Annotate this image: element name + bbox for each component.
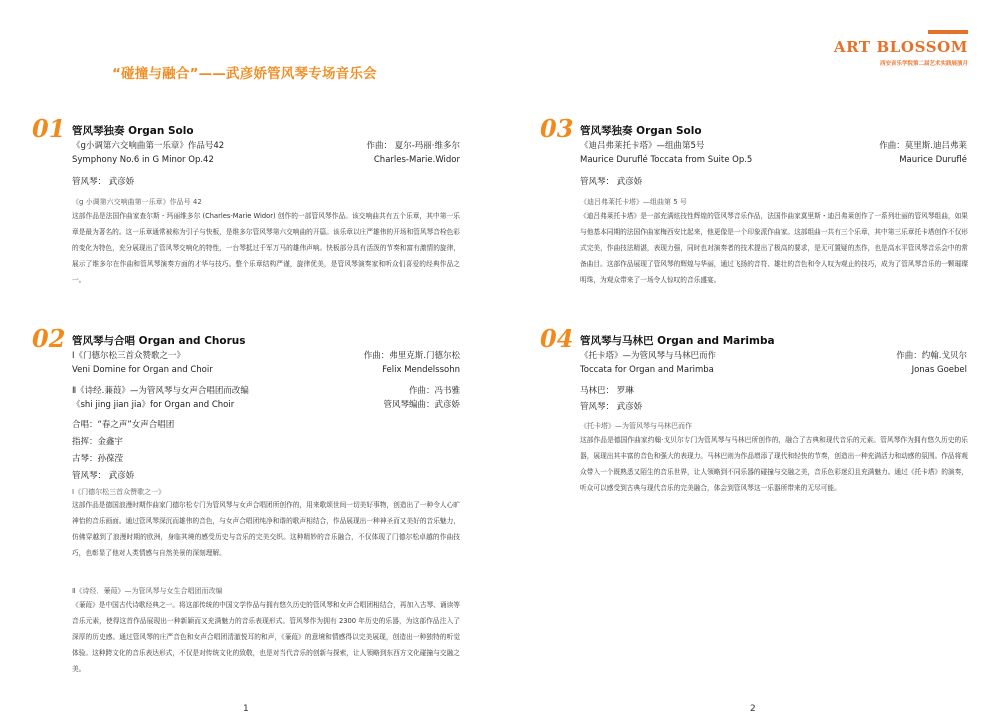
work1-composer-cn: 作曲：弗里克斯.门德尔松 (363, 351, 460, 361)
section-number-03: 03 (540, 114, 574, 143)
section-title-organ-solo-2: 管风琴独奏 Organ Solo (580, 125, 702, 137)
program-note-2: 《蒹葭》是中国古代诗歌经典之一。将这部传统的中国文学作品与拥有悠久历史的管风琴和女声合唱团相结合，再加入古琴、诵读等音乐元素，使得这首作品展现出一种新颖而又充满魅力的音乐表现形式。管风琴作为拥有 2300 年历史的乐器，为这部作品注入了深厚的历史感。通过管风琴的庄严音色和女声合唱团清澈悦耳的和声，《蒹葭》的意境和情感得以完美展现，创造出一种独特的听觉体验。这种跨文化的音乐表达形式，不仅是对传统文化的致敬，也是对当代音乐的创新与探索，让人领略到东西方文化碰撞与交融之美。 (72, 601, 460, 673)
performer-organ: 管风琴： 武彦娇 (580, 402, 643, 412)
performer: 管风琴： 武彦娇 (72, 177, 135, 187)
logo-sub-text: 西安音乐学院第二届艺术实践展演月 (879, 61, 968, 67)
section-number-04: 04 (540, 324, 574, 353)
work-title-cn: 《托卡塔》—为管风琴与马林巴而作 (580, 351, 717, 361)
note-heading: 《g 小调第六交响曲第一乐章》作品号 42 (72, 198, 202, 206)
art-blossom-logo (833, 28, 968, 70)
concert-title: “碰撞与融合”——武彦娇管风琴专场音乐会 (112, 66, 377, 82)
performer: 管风琴： 武彦娇 (580, 177, 643, 187)
performer-choir: 合唱：“春之声”女声合唱团 (72, 420, 175, 430)
work-title-en: Maurice Duruflé Toccata from Suite Op.5 (580, 155, 753, 165)
work2-title-en: 《shi jing jian jia》for Organ and Choir (72, 400, 235, 410)
work2-composer: 作曲：冯书雅 (408, 386, 460, 396)
work-title-en: Symphony No.6 in G Minor Op.42 (72, 155, 214, 165)
work-title-cn: 《迪吕弗莱托卡塔》—组曲第5号 (580, 141, 705, 151)
note2-heading: Ⅱ《诗经．蒹葭》—为管风琴与女生合唱团而改编 (72, 587, 223, 595)
work2-arranger: 管风琴编曲：武彦娇 (383, 400, 460, 410)
page-number-right: 2 (750, 704, 756, 714)
section-title-organ-solo-1: 管风琴独奏 Organ Solo (72, 125, 194, 137)
work1-title-en: Veni Domine for Organ and Choir (72, 365, 213, 375)
page-number-left: 1 (243, 704, 249, 714)
logo-stripe (928, 30, 968, 34)
section-number-01: 01 (32, 114, 66, 143)
composer-en: Maurice Duruflé (899, 155, 967, 165)
section-number-02: 02 (32, 324, 66, 353)
program-note: 这部作品是法国作曲家查尔斯 - 玛丽维多尔 (Charles-Marie Widor) 创作的一部管风琴作品。该交响曲共有五个乐章，其中第一乐章是最为著名的。这一乐章通常被称为引子与快板，是维多尔管风琴第六交响曲的开篇。该乐章以庄严雄伟的开场和管风琴音栓色彩的变化为特色，充分展现出了管风琴交响化的特性，一台琴抵过千军万马的雄伟声响。快板部分具有活泼的节奏和富有激情的旋律，展示了维多尔在作曲和管风琴演奏方面的才华与技巧。整个乐章结构严谨，旋律优美，是管风琴演奏家和听众们喜爱的经典作品之一。 (72, 212, 460, 284)
section-title-organ-marimba: 管风琴与马林巴 Organ and Marimba (580, 335, 775, 347)
composer-cn: 作曲：莫里斯.迪吕弗莱 (879, 141, 967, 151)
composer-cn: 作曲： 夏尔-玛丽·维多尔 (366, 141, 460, 151)
performer-guqin: 古琴：孙葆滢 (72, 454, 124, 464)
work-title-en: Toccata for Organ and Marimba (580, 365, 714, 375)
note-heading: 《托卡塔》—为管风琴与马林巴而作 (580, 422, 692, 430)
note-heading: 《迪吕弗莱托卡塔》—组曲第 5 号 (580, 198, 687, 206)
program-note: 《迪吕弗莱托卡塔》是一部充满炫技性辉煌的管风琴音乐作品，法国作曲家莫里斯・迪吕弗莱创作了一系列壮丽的管风琴组曲，如果与他基本同期的法国作曲家梅西安比起来，他更像是一个印象派作曲家。这部组曲一共有三个乐章，其中第三乐章托卡塔创作不仅形式完美，作曲技法精湛，表现力强，同时也对演奏者的技术提出了极高的要求，是无可置疑的杰作，也是高水平管风琴音乐会中的常备曲目。这部作品展现了管风琴的辉煌与华丽，通过飞扬的音符、雄壮的音色和令人叹为观止的技巧，成为了管风琴音乐的一颗璀璨明珠，为观众带来了一场令人惊叹的音乐盛宴。 (580, 212, 968, 284)
performer-organ: 管风琴： 武彦娇 (72, 471, 135, 481)
work1-composer-en: Felix Mendelssohn (382, 365, 460, 375)
performer-conductor: 指挥：金鑫宇 (72, 437, 124, 447)
logo-main-text: ART BLOSSOM (833, 38, 968, 56)
note1-heading: Ⅰ《门德尔松三首众赞歌之一》 (72, 488, 166, 496)
work-title-cn: 《g小调第六交响曲第一乐章》作品号42 (72, 141, 225, 151)
composer-en: Charles-Marie.Widor (373, 155, 460, 165)
program-note: 这部作品是德国作曲家约翰·戈贝尔专门为管风琴与马林巴所创作的，融合了古典和现代音乐的元素。管风琴作为拥有悠久历史的乐器，展现出其丰富的音色和强大的表现力。马林巴则为作品增添了现代和轻快的节奏，创造出一种充满活力和动感的氛围。作品将观众带入一个既熟悉又陌生的音乐世界，让人领略到不同乐器的碰撞与交融之美，音乐色彩迷幻且充满魅力。通过《托卡塔》的演奏，听众可以感受到古典与现代音乐的完美融合，体会到管风琴这一乐器所带来的无尽可能。 (580, 436, 968, 492)
work2-title-cn: Ⅱ《诗经.蒹葭》—为管风琴与女声合唱团而改编 (72, 386, 249, 396)
performer-marimba: 马林巴： 罗琳 (580, 386, 634, 396)
work1-title-cn: Ⅰ《门德尔松三首众赞歌之一》 (72, 351, 186, 361)
composer-en: Jonas Goebel (911, 365, 967, 375)
program-note-1: 这部作品是德国浪漫时期作曲家门德尔松专门为管风琴与女声合唱团所创作的，用来歌颂世间一切美好事物，创造出了一种令人心旷神怡的音乐画面。通过管风琴深沉而雄伟的音色，与女声合唱团纯净和谐的歌声相结合，作品展现出一种神圣而又美好的音乐魅力，仿佛穿越到了浪漫时期的欧洲，身临其境的感受历史与音乐的完美交织。这种精妙的音乐融合，不仅体现了门德尔松卓越的作曲技巧，也彰显了他对人类情感与自然美景的深刻理解。 (72, 501, 460, 557)
section-title-organ-chorus: 管风琴与合唱 Organ and Chorus (72, 335, 246, 347)
composer-cn: 作曲：约翰.戈贝尔 (896, 351, 967, 361)
